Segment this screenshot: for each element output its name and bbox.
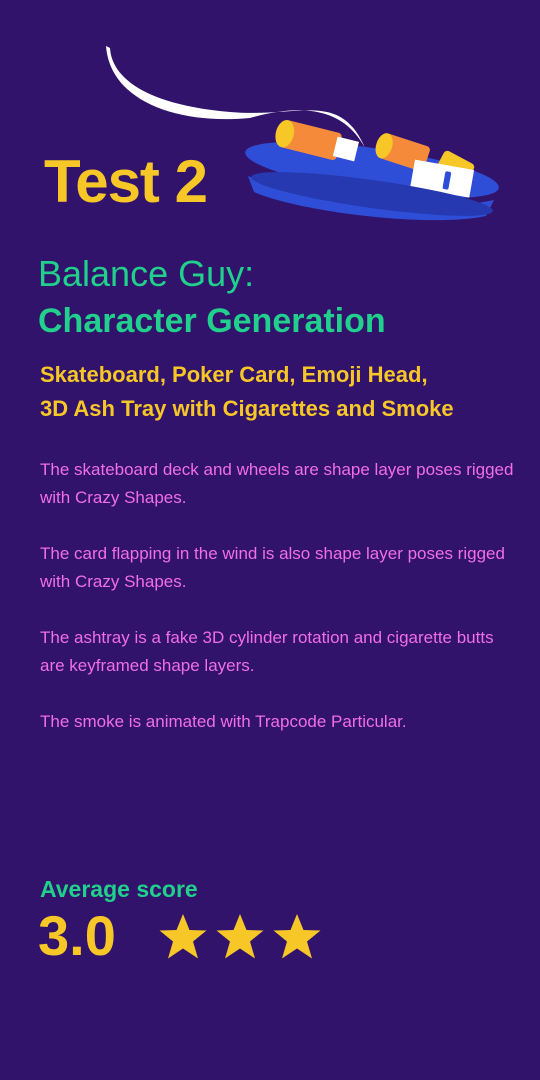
score-value: 3.0 xyxy=(38,904,116,967)
star-icon xyxy=(215,912,265,962)
objects-line-1: Skateboard, Poker Card, Emoji Head, xyxy=(40,362,428,387)
score-label: Average score xyxy=(40,876,198,902)
test-title: Test 2 xyxy=(44,148,207,215)
subtitle-light: Balance Guy: xyxy=(38,253,255,294)
description-paragraph: The card flapping in the wind is also shape layer poses rigged with Crazy Shapes. xyxy=(40,544,505,591)
description-paragraph: The ashtray is a fake 3D cylinder rotation and cigarette butts are keyframed shape layers. xyxy=(40,628,494,675)
objects-list xyxy=(40,358,520,426)
star-icon xyxy=(272,912,322,962)
objects-line-2: 3D Ash Tray with Cigarettes and Smoke xyxy=(40,396,454,421)
description-paragraph: The skateboard deck and wheels are shape layer poses rigged with Crazy Shapes. xyxy=(40,460,514,507)
description-paragraph: The smoke is animated with Trapcode Particular. xyxy=(40,712,407,731)
description xyxy=(40,456,516,764)
page-title: Character Generation xyxy=(38,302,386,340)
star-icon xyxy=(158,912,208,962)
star-rating xyxy=(158,912,329,964)
